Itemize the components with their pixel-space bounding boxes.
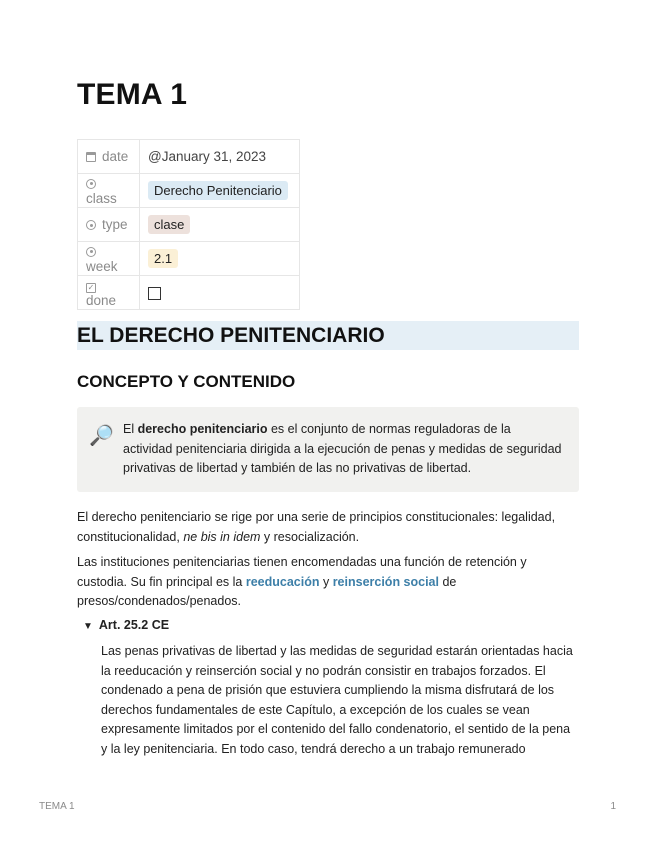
select-icon bbox=[86, 179, 96, 189]
footer-title: TEMA 1 bbox=[39, 801, 75, 812]
property-value-done[interactable] bbox=[140, 276, 300, 310]
property-key: week bbox=[78, 242, 140, 276]
property-key: type bbox=[78, 208, 140, 242]
triangle-down-icon[interactable]: ▼ bbox=[83, 621, 93, 632]
property-row-type bbox=[78, 208, 300, 242]
reeducacion-link[interactable]: reeducación bbox=[245, 574, 320, 589]
done-checkbox[interactable] bbox=[148, 287, 161, 300]
heading-2: CONCEPTO Y CONTENIDO bbox=[77, 372, 296, 391]
property-key: ✓done bbox=[78, 276, 140, 310]
callout-text: El derecho penitenciario es el conjunto de normas reguladoras de la actividad penitenciaria dirigida a la ejecución de penas y medidas de seguridad privativas de libertad y también de las no privativas de libertad. bbox=[123, 422, 562, 475]
property-row-date bbox=[78, 140, 300, 174]
property-value-date[interactable]: @January 31, 2023 bbox=[140, 140, 300, 174]
page-title: TEMA 1 bbox=[77, 78, 188, 111]
toggle-body: Las penas privativas de libertad y las medidas de seguridad estarán orientadas hacia la reeducación y reinserción social y no podrán consistir en trabajos forzados. El condenado a pena de prisión que estuviera cumpliendo la misma disfrutará de los derechos fundamentales de este Capítulo, a excepción de los cuales se vean expresamente limitados por el contenido del fallo condenatorio, el sentido de la pena y la ley penitenciaria. En todo caso, tendrá derecho a un trabajo remunerado bbox=[101, 644, 573, 756]
paragraph-principles: El derecho penitenciario se rige por una serie de principios constitucionales: legalidad, constitucionalidad, ne bis in idem y resocialización. bbox=[77, 510, 556, 544]
toggle-art-25-2[interactable]: ▼ Art. 25.2 CE bbox=[83, 618, 170, 632]
select-icon bbox=[86, 247, 96, 257]
property-row-class bbox=[78, 174, 300, 208]
class-tag[interactable]: Derecho Penitenciario bbox=[148, 181, 288, 200]
week-tag[interactable]: 2.1 bbox=[148, 249, 178, 268]
callout-block bbox=[77, 407, 579, 492]
properties-table bbox=[77, 139, 300, 310]
select-icon bbox=[86, 220, 96, 230]
page-number: 1 bbox=[610, 801, 616, 812]
property-value-class[interactable] bbox=[140, 174, 300, 208]
property-key: class bbox=[78, 174, 140, 208]
calendar-icon bbox=[86, 152, 96, 162]
reinsercion-link[interactable]: reinserción social bbox=[332, 574, 439, 589]
property-row-week bbox=[78, 242, 300, 276]
property-row-done bbox=[78, 276, 300, 310]
type-tag[interactable]: clase bbox=[148, 215, 190, 234]
magnifier-icon: 🔎 bbox=[89, 425, 114, 447]
property-value-type[interactable] bbox=[140, 208, 300, 242]
paragraph-institutions: Las instituciones penitenciarias tienen encomendadas una función de retención y custodia. Su fin principal es la reeducación y reinserción social de presos/condenados/penados. bbox=[77, 555, 527, 608]
property-value-week[interactable] bbox=[140, 242, 300, 276]
checkbox-icon: ✓ bbox=[87, 283, 95, 292]
property-key: date bbox=[78, 140, 140, 174]
heading-1: EL DERECHO PENITENCIARIO bbox=[77, 321, 579, 350]
